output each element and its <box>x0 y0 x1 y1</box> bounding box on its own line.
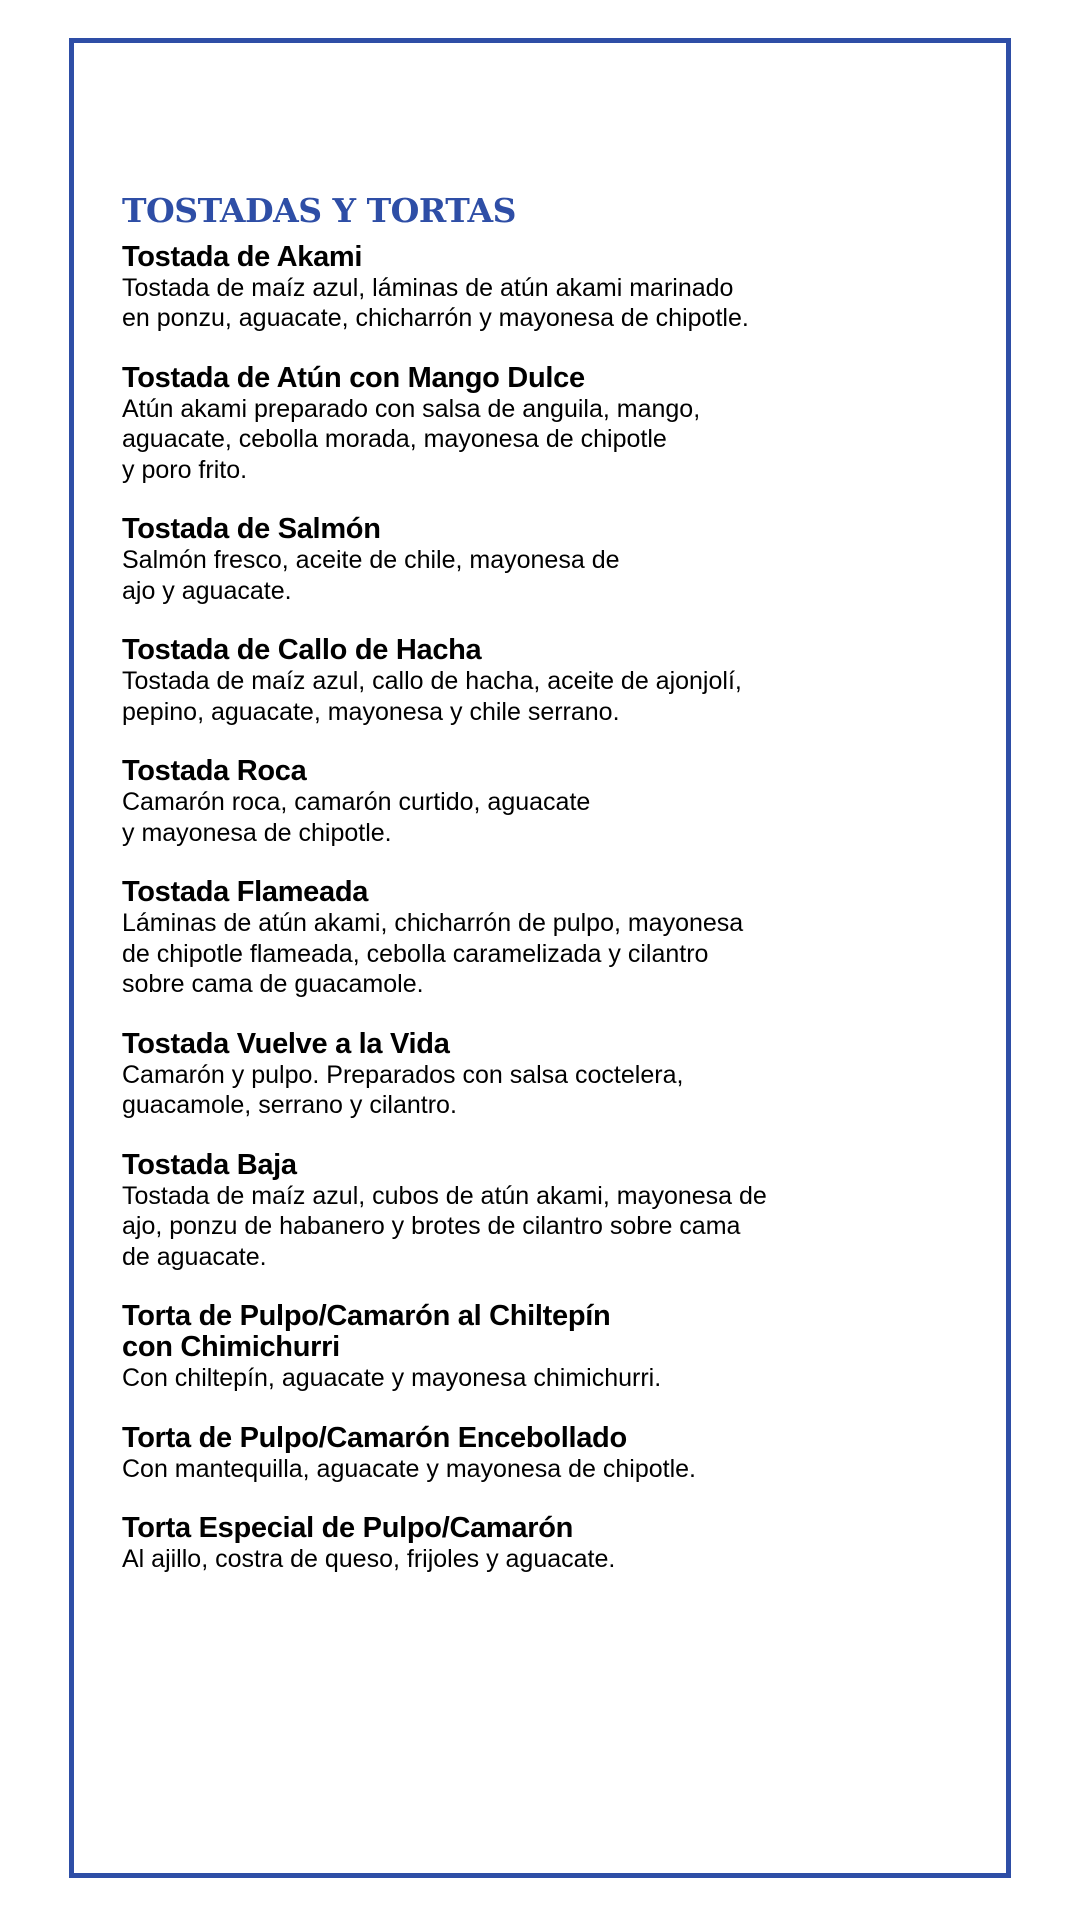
item-name: Tostada Vuelve a la Vida <box>122 1027 450 1060</box>
item-name: Tostada de Salmón <box>122 513 381 546</box>
menu-item-torta-encebollado <box>122 1423 842 1485</box>
item-name: Torta Especial de Pulpo/Camarón <box>122 1512 574 1545</box>
menu-item-tostada-vuelve-vida <box>122 1029 842 1121</box>
item-description: Tostada de maíz azul, cubos de atún akami, mayonesa de ajo, ponzu de habanero y brotes de cilantro sobre cama de aguacate. <box>122 1181 767 1271</box>
item-description: Con chiltepín, aguacate y mayonesa chimichurri. <box>122 1364 662 1393</box>
item-name: Torta de Pulpo/Camarón Encebollado <box>122 1421 627 1454</box>
menu-item-tostada-roca <box>122 756 842 848</box>
menu-item-tostada-salmon <box>122 514 842 606</box>
section-title: TOSTADAS Y TORTAS <box>122 191 516 230</box>
menu-item-tostada-akami <box>122 242 842 334</box>
item-description: Láminas de atún akami, chicharrón de pulpo, mayonesa de chipotle flameada, cebolla caramelizada y cilantro sobre cama de guacamole. <box>122 909 744 999</box>
item-description: Tostada de maíz azul, láminas de atún akami marinado en ponzu, aguacate, chicharrón y mayonesa de chipotle. <box>122 273 749 333</box>
menu-item-tostada-flameada <box>122 877 842 1000</box>
item-description: Tostada de maíz azul, callo de hacha, aceite de ajonjolí, pepino, aguacate, mayonesa y chile serrano. <box>122 667 742 726</box>
menu-item-tostada-callo-hacha <box>122 635 842 727</box>
item-description: Con mantequilla, aguacate y mayonesa de chipotle. <box>122 1454 696 1483</box>
item-description: Atún akami preparado con salsa de anguila, mango, aguacate, cebolla morada, mayonesa de chipotle y poro frito. <box>122 394 701 484</box>
item-name: Tostada Baja <box>122 1148 297 1181</box>
item-description: Al ajillo, costra de queso, frijoles y aguacate. <box>122 1545 616 1574</box>
item-name: Tostada de Akami <box>122 240 363 273</box>
item-description: Camarón roca, camarón curtido, aguacate y mayonesa de chipotle. <box>122 788 591 847</box>
item-name: Tostada de Atún con Mango Dulce <box>122 361 585 394</box>
menu-item-torta-especial <box>122 1513 842 1575</box>
item-name: Tostada Roca <box>122 755 307 788</box>
item-name: Tostada Flameada <box>122 876 369 909</box>
menu-item-torta-chiltepin <box>122 1301 842 1394</box>
menu-item-tostada-baja <box>122 1150 842 1273</box>
item-description: Camarón y pulpo. Preparados con salsa coctelera, guacamole, serrano y cilantro. <box>122 1060 684 1120</box>
item-name: Torta de Pulpo/Camarón al Chiltepín con Chimichurri <box>122 1300 611 1364</box>
item-description: Salmón fresco, aceite de chile, mayonesa de ajo y aguacate. <box>122 546 620 605</box>
menu-item-tostada-atun-mango <box>122 363 842 486</box>
item-name: Tostada de Callo de Hacha <box>122 634 482 667</box>
menu-section <box>122 192 842 1604</box>
